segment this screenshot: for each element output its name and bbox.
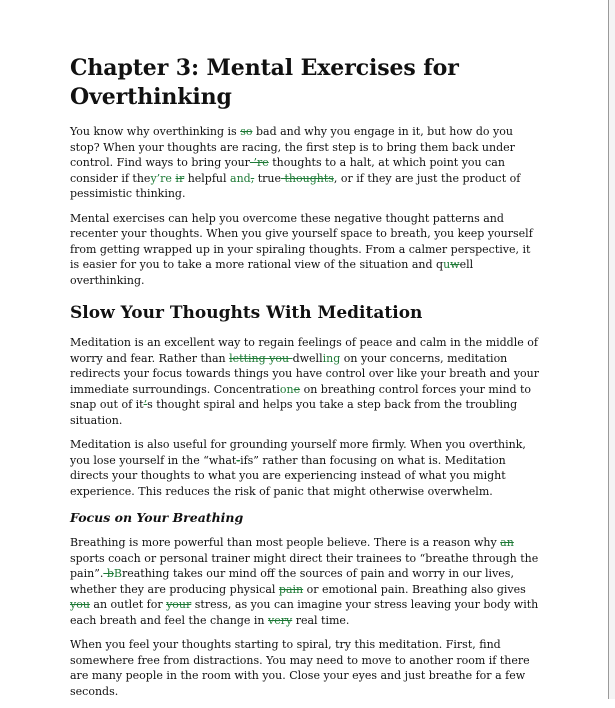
deleted-text: very bbox=[268, 613, 293, 627]
deleted-text: e bbox=[293, 382, 301, 396]
text-run: s thought spiral and helps you take a step back from the troubling situation. bbox=[70, 398, 518, 427]
text-run: reathing takes our mind off the sources of pain and worry in our lives, whether they are producing physical bbox=[70, 567, 514, 596]
deleted-text: ’re bbox=[249, 156, 269, 169]
deleted-text: you bbox=[70, 598, 90, 611]
deleted-text: thoughts bbox=[281, 171, 334, 185]
text-run: , or if they are just the product of pessimistic thinking. bbox=[70, 171, 521, 200]
text-run: bad and why you engage in it, but how do you stop? When your thoughts are racing, the first step is to bring them back under control. Find ways to bring your bbox=[70, 125, 515, 169]
text-run: Meditation is an excellent way to regain feelings of peace and calm in the middle of worry and fear. Rather than bbox=[70, 336, 538, 365]
text-run: true bbox=[254, 171, 281, 185]
text-run: thoughts to a halt, at which point you can consider if the bbox=[70, 156, 505, 185]
paragraph bbox=[70, 124, 540, 202]
deleted-text: letting you bbox=[229, 351, 293, 365]
subsection-title: Focus on Your Breathing bbox=[70, 510, 244, 525]
text-run: or emotional pain. Breathing also gives bbox=[303, 582, 526, 596]
text-run: sports coach or personal trainer might direct their trainees to “breathe through the pain”. bbox=[70, 551, 539, 580]
text-run: stress, as you can imagine your stress leaving your body with each breath and feel the change in bbox=[70, 598, 539, 627]
text-run: helpful bbox=[184, 171, 231, 185]
text-run: Breathing is more powerful than most people believe. There is a reason why bbox=[70, 536, 501, 549]
paragraph bbox=[70, 535, 540, 628]
deleted-text: w bbox=[450, 258, 460, 271]
text-run: Meditation is also useful for grounding yourself more firmly. When you overthink, you lose yourself in the “what bbox=[70, 438, 526, 467]
inserted-text: u bbox=[443, 258, 451, 271]
inserted-text: y’re bbox=[150, 171, 172, 185]
text-run: real time. bbox=[292, 613, 350, 627]
paragraph bbox=[70, 211, 540, 289]
text-run: on breathing control forces your mind to snap out of it bbox=[70, 382, 532, 411]
inserted-text: B bbox=[113, 567, 122, 580]
text-run: an outlet for bbox=[89, 598, 167, 611]
document-page bbox=[70, 54, 540, 708]
inserted-text: ing bbox=[322, 351, 341, 365]
inserted-text: and bbox=[230, 171, 251, 185]
text-run: When you feel your thoughts starting to spiral, try this meditation. First, find somewhere free from distractions. You may need to move to another room if there are many people in the room with you. Close your eyes and just breathe for a few seconds. bbox=[70, 638, 530, 698]
chapter-title: Chapter 3: Mental Exercises for Overthinking bbox=[70, 55, 459, 110]
deleted-text: - bbox=[236, 453, 241, 467]
deleted-text: so bbox=[240, 125, 253, 138]
text-run: You know why overthinking is bbox=[70, 125, 241, 138]
paragraph bbox=[70, 637, 540, 699]
deleted-text: ir bbox=[175, 171, 185, 185]
deleted-text: , bbox=[250, 171, 255, 185]
text-run: ell overthinking. bbox=[70, 258, 474, 287]
deleted-text: pain bbox=[278, 582, 304, 596]
text-run: Mental exercises can help you overcome these negative thought patterns and recenter your thoughts. When you give yourself space to breath, you keep yourself from getting wrapped up in your spiraling thoughts. From a calmer perspective, it is easier for you to take a more rational view of the situation and q bbox=[70, 211, 533, 271]
inserted-text: on bbox=[279, 382, 294, 396]
paragraph bbox=[70, 437, 540, 499]
text-run: on your concerns, meditation redirects your focus towards things you have control over like your breath and your immediate surroundings. Concentrati bbox=[70, 351, 540, 396]
deleted-text: b bbox=[103, 567, 114, 580]
section-title: Slow Your Thoughts With Meditation bbox=[70, 303, 423, 323]
deleted-text: your bbox=[166, 598, 192, 611]
text-run: dwell bbox=[292, 351, 323, 365]
deleted-text: ’ bbox=[143, 398, 148, 411]
deleted-text: an bbox=[500, 536, 514, 549]
vertical-scrollbar[interactable] bbox=[608, 0, 615, 699]
paragraph bbox=[70, 335, 540, 428]
text-run: ifs” rather than focusing on what is. Meditation directs your thoughts to what you are experiencing instead of what you might experience. This reduces the risk of panic that might otherwise overwhelm. bbox=[70, 453, 506, 498]
